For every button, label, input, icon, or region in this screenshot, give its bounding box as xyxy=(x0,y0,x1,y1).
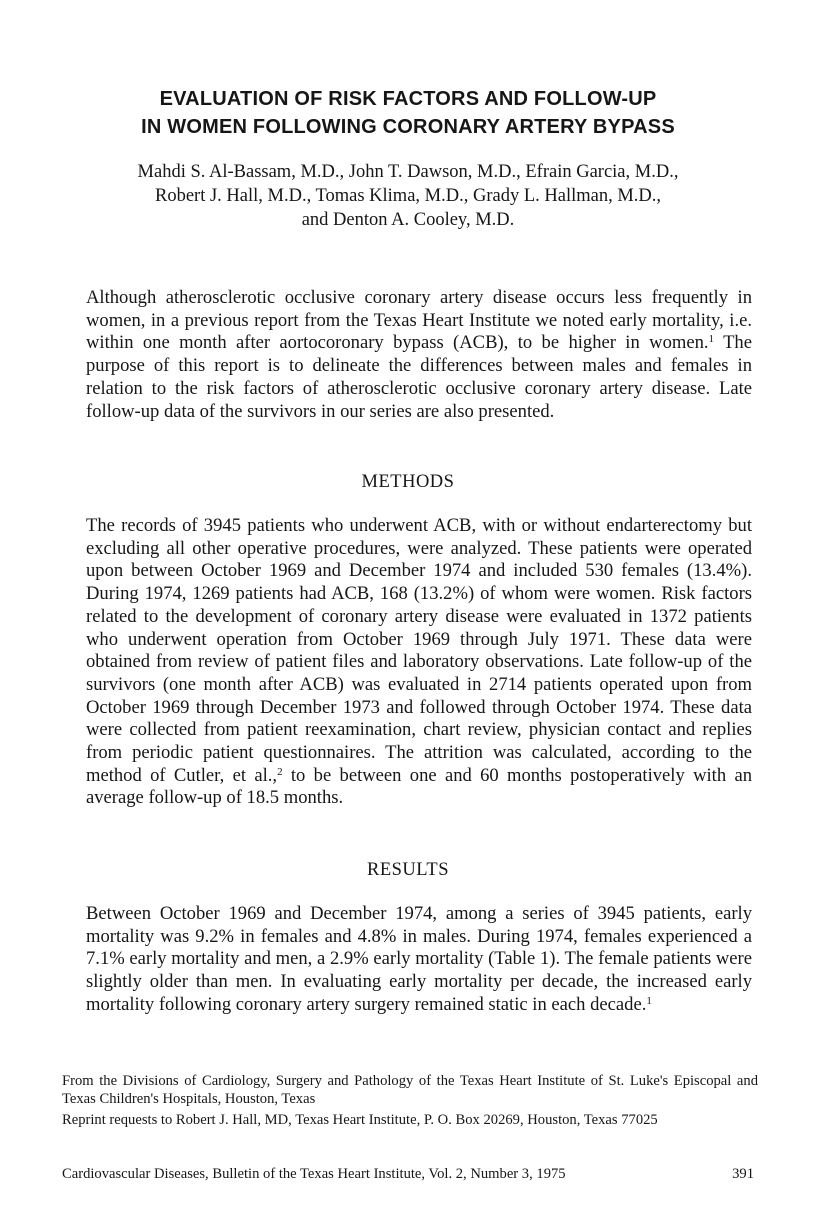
affiliation-footnote: From the Divisions of Cardiology, Surgery and Pathology of the Texas Heart Institute of St. Luke's Episcopal and Texas Children's Hospitals, Houston, Texas xyxy=(62,1073,758,1107)
results-heading: RESULTS xyxy=(367,860,449,880)
results-text: Between October 1969 and December 1974, among a series of 3945 patients, early mortality was 9.2% in females and 4.8% in males. During 1974, females experienced a 7.1% early mortality and men, a 2.9% early mortality (Table 1). The female patients were slightly older than men. In evaluating early mortality per decade, the increased early mortality following coronary artery surgery remained static in each decade. xyxy=(86,903,752,1015)
results-reference: 1 xyxy=(646,994,652,1007)
author-list xyxy=(40,160,776,232)
reprint-footnote: Reprint requests to Robert J. Hall, MD, Texas Heart Institute, P. O. Box 20269, Houston, Texas 77025 xyxy=(62,1112,658,1128)
article-title-line-1: EVALUATION OF RISK FACTORS AND FOLLOW-UP xyxy=(159,88,657,110)
intro-reference: 1 xyxy=(708,333,715,346)
journal-citation: Cardiovascular Diseases, Bulletin of the Texas Heart Institute, Vol. 2, Number 3, 1975 xyxy=(62,1166,566,1182)
intro-text-a: Although atherosclerotic occlusive coronary artery disease occurs less frequently in women, in a previous report from the Texas Heart Institute we noted early mortality, i.e. within one month after aortocoronary bypass (ACB), to be higher in women. xyxy=(86,287,752,354)
methods-paragraph xyxy=(86,515,752,810)
methods-text-b: to be between one and 60 months postoperatively with an average follow-up of 18.5 months. xyxy=(86,764,752,809)
results-paragraph xyxy=(86,903,752,1017)
author-line-3: and Denton A. Cooley, M.D. xyxy=(301,210,515,230)
intro-text-b: The purpose of this report is to delineate the differences between males and females in relation to the risk factors of atherosclerotic occlusive coronary artery disease. Late follow-up data of the survivors in our series are also presented. xyxy=(86,332,752,422)
intro-paragraph xyxy=(86,287,752,423)
methods-reference: 2 xyxy=(277,765,283,778)
methods-text-a: The records of 3945 patients who underwent ACB, with or without endarterectomy but excluding all other operative procedures, were analyzed. These patients were operated upon between October 1969 and December 1974 and included 530 females (13.4%). During 1974, 1269 patients had ACB, 168 (13.2%) of whom were women. Risk factors related to the development of coronary artery disease were evaluated in 1372 patients who underwent operation from October 1969 through July 1971. These data were obtained from review of patient files and laboratory observations. Late follow-up of the survivors (one month after ACB) was evaluated in 2714 patients operated upon from October 1969 through December 1973 and followed through October 1974. These data were collected from patient reexamination, chart review, physician contact and replies from periodic patient questionnaires. The attrition was calculated, according to the method of Cutler, et al., xyxy=(86,515,752,786)
article-title-line-2: IN WOMEN FOLLOWING CORONARY ARTERY BYPASS xyxy=(141,116,675,138)
page-number: 391 xyxy=(732,1166,754,1182)
author-line-1: Mahdi S. Al-Bassam, M.D., John T. Dawson, M.D., Efrain Garcia, M.D., xyxy=(137,162,679,182)
author-line-2: Robert J. Hall, M.D., Tomas Klima, M.D., Grady L. Hallman, M.D., xyxy=(154,186,662,206)
methods-heading: METHODS xyxy=(361,472,455,492)
